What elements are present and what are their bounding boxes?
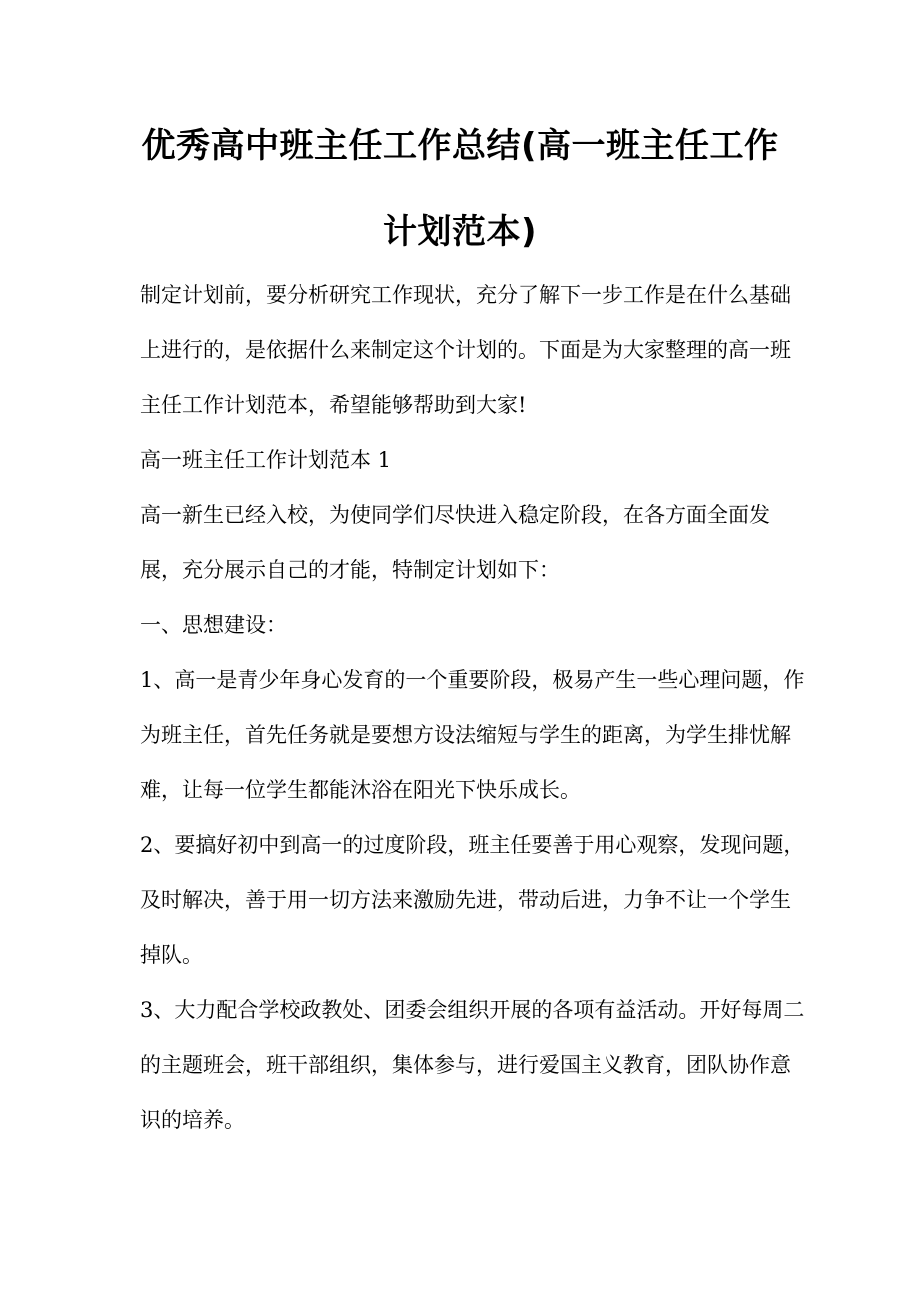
intro-paragraph: 制定计划前，要分析研究工作现状，充分了解下一步工作是在什么基础上进行的，是依据什么来制定这个计划的。下面是为大家整理的高一班主任工作计划范本，希望能够帮助到大家! [140,283,791,417]
section-heading-ideology: 一、思想建设： [140,613,287,637]
list-item-3: 3、大力配合学校政教处、团委会组织开展的各项有益活动。开好每周二的主题班会，班干部组织，集体参与，进行爱国主义教育，团队协作意识的培养。 [140,998,805,1132]
list-item-1: 1、高一是青少年身心发育的一个重要阶段，极易产生一些心理问题，作为班主任，首先任务就是要想方设法缩短与学生的距离，为学生排忧解难，让每一位学生都能沐浴在阳光下快乐成长。 [140,668,805,802]
document-title: 优秀高中班主任工作总结(高一班主任工作计划范本) [141,126,779,252]
list-item-2: 2、要搞好初中到高一的过度阶段，班主任要善于用心观察，发现问题，及时解决，善于用一切方法来激励先进，带动后进，力争不让一个学生掉队。 [140,833,805,967]
plan-intro-paragraph: 高一新生已经入校，为使同学们尽快进入稳定阶段，在各方面全面发展，充分展示自己的才能，特制定计划如下： [140,503,770,582]
section-heading-plan-1: 高一班主任工作计划范本 1 [140,448,392,472]
document-body [140,268,810,1148]
